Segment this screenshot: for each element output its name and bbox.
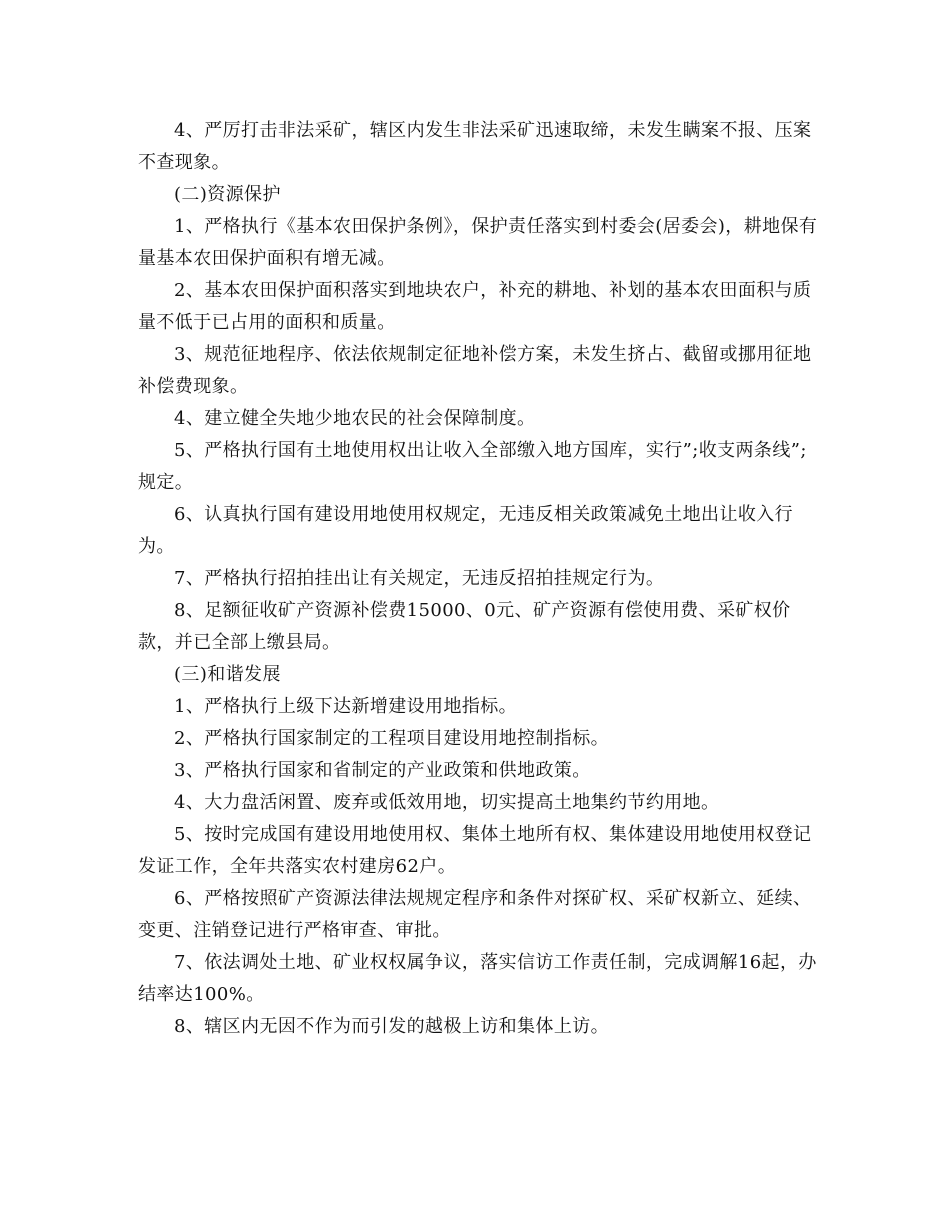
paragraph-item-5-registration: 5、按时完成国有建设用地使用权、集体土地所有权、集体建设用地使用权登记发证工作，全年共落实农村建房62户。 (138, 824, 812, 877)
paragraph-item-2-farmland-area: 2、基本农田保护面积落实到地块农户，补充的耕地、补划的基本农田面积与质量不低于已占用的面积和质量。 (138, 280, 812, 333)
paragraph-item-3-industrial-policy: 3、严格执行国家和省制定的产业政策和供地政策。 (174, 760, 591, 781)
document-body (138, 115, 818, 1043)
paragraph-item-7-dispute-mediation: 7、依法调处土地、矿业权权属争议，落实信访工作责任制，完成调解16起，办结率达100%。 (138, 952, 817, 1005)
paragraph-item-1-farmland-regulation: 1、严格执行《基本农田保护条例》，保护责任落实到村委会(居委会)，耕地保有量基本农田保护面积有增无减。 (138, 216, 818, 269)
paragraph-item-4-social-security: 4、建立健全失地少地农民的社会保障制度。 (174, 408, 536, 429)
section-heading-resource-protection: (二)资源保护 (174, 184, 281, 205)
paragraph-item-4-illegal-mining: 4、严厉打击非法采矿，辖区内发生非法采矿迅速取缔，未发生瞒案不报、压案不查现象。 (138, 120, 812, 173)
paragraph-item-3-land-acquisition: 3、规范征地程序、依法依规制定征地补偿方案，未发生挤占、截留或挪用征地补偿费现象。 (138, 344, 812, 397)
paragraph-item-6-land-use-rights: 6、认真执行国有建设用地使用权规定，无违反相关政策减免土地出让收入行为。 (138, 504, 794, 557)
paragraph-item-4-idle-land: 4、大力盘活闲置、废弃或低效用地，切实提高土地集约节约用地。 (174, 792, 720, 813)
paragraph-item-1-land-quota: 1、严格执行上级下达新增建设用地指标。 (174, 696, 518, 717)
paragraph-item-8-mineral-fees: 8、足额征收矿产资源补偿费15000、0元、矿产资源有偿使用费、采矿权价款，并已全部上缴县局。 (138, 600, 791, 653)
paragraph-item-8-petitions: 8、辖区内无因不作为而引发的越极上访和集体上访。 (174, 1016, 610, 1037)
paragraph-item-5-land-revenue: 5、严格执行国有土地使用权出让收入全部缴入地方国库，实行”;收支两条线”;规定。 (138, 440, 807, 493)
paragraph-item-6-mining-rights-review: 6、严格按照矿产资源法律法规规定程序和条件对探矿权、采矿权新立、延续、变更、注销登记进行严格审查、审批。 (138, 888, 812, 941)
paragraph-item-7-auction-rules: 7、严格执行招拍挂出让有关规定，无违反招拍挂规定行为。 (174, 568, 665, 589)
section-heading-harmonious-development: (三)和谐发展 (174, 664, 281, 685)
paragraph-item-2-control-indicators: 2、严格执行国家制定的工程项目建设用地控制指标。 (174, 728, 610, 749)
